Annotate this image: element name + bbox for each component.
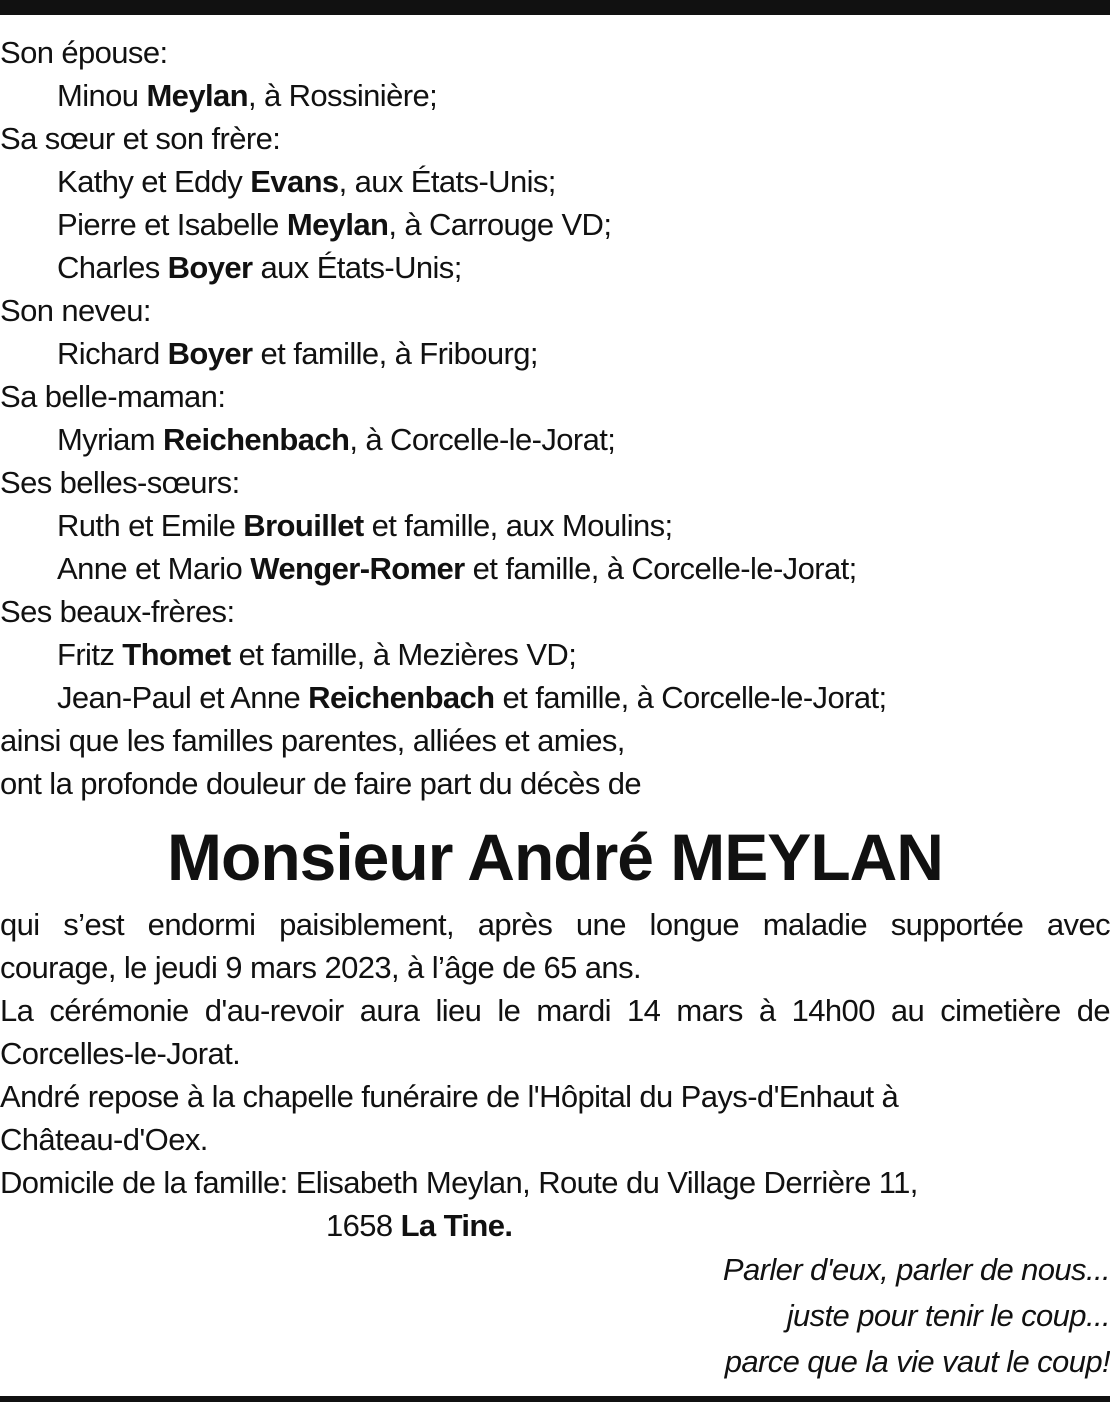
- top-rule: [0, 0, 1110, 15]
- relation-heading: Sa belle-maman:: [0, 379, 226, 414]
- poem-line: parce que la vie vaut le coup!: [724, 1344, 1110, 1379]
- obituary-notice: [0, 31, 1110, 1385]
- closing-line: ainsi que les familles parentes, alliées et amies,: [0, 723, 625, 758]
- member-given-names: Richard: [57, 336, 168, 371]
- member-surname: Evans: [250, 164, 339, 199]
- family-member: [0, 418, 1110, 461]
- relation-heading: Sa sœur et son frère:: [0, 121, 281, 156]
- relation-heading: Ses belles-sœurs:: [0, 465, 240, 500]
- family-member: [0, 74, 1110, 117]
- member-location: et famille, à Mezières VD;: [230, 637, 577, 672]
- deceased-name: Monsieur André MEYLAN: [167, 820, 943, 894]
- member-given-names: Pierre et Isabelle: [57, 207, 287, 242]
- member-surname: Boyer: [167, 336, 253, 371]
- member-location: , à Rossinière;: [247, 78, 438, 113]
- member-given-names: Minou: [57, 78, 147, 113]
- member-location: , à Carrouge VD;: [388, 207, 612, 242]
- details-line: qui s’est endormi paisiblement, après une longue maladie supportée avec: [0, 907, 1110, 942]
- family-member: [0, 633, 1110, 676]
- member-surname: Brouillet: [243, 508, 364, 543]
- member-location: , aux États-Unis;: [338, 164, 556, 199]
- bottom-rule: [0, 1396, 1110, 1402]
- closing-poem: [0, 1247, 1110, 1385]
- address-line-town: [0, 1204, 1110, 1247]
- family-member: [0, 547, 1110, 590]
- repose-line: André repose à la chapelle funéraire de l'Hôpital du Pays-d'Enhaut à: [0, 1079, 899, 1114]
- member-surname: Reichenbach: [308, 680, 495, 715]
- ceremony-line: La cérémonie d'au-revoir aura lieu le mardi 14 mars à 14h00 au cimetière de: [0, 993, 1110, 1028]
- member-location: aux États-Unis;: [252, 250, 462, 285]
- member-surname: Meylan: [146, 78, 248, 113]
- family-member: [0, 332, 1110, 375]
- member-given-names: Myriam: [57, 422, 164, 457]
- member-surname: Thomet: [122, 637, 231, 672]
- poem-line: Parler d'eux, parler de nous...: [722, 1252, 1110, 1287]
- details-line: courage, le jeudi 9 mars 2023, à l’âge de 65 ans.: [0, 950, 641, 985]
- member-location: et famille, aux Moulins;: [363, 508, 673, 543]
- address-line: Domicile de la famille: Elisabeth Meylan, Route du Village Derrière 11,: [0, 1165, 918, 1200]
- family-member: [0, 160, 1110, 203]
- member-surname: Wenger-Romer: [250, 551, 465, 586]
- member-given-names: Jean-Paul et Anne: [57, 680, 309, 715]
- member-surname: Reichenbach: [163, 422, 350, 457]
- member-given-names: Anne et Mario: [57, 551, 251, 586]
- member-location: et famille, à Fribourg;: [252, 336, 538, 371]
- relation-heading: Ses beaux-frères:: [0, 594, 235, 629]
- family-member: [0, 504, 1110, 547]
- family-member: [0, 246, 1110, 289]
- member-surname: Boyer: [167, 250, 253, 285]
- family-member: [0, 203, 1110, 246]
- member-location: et famille, à Corcelle-le-Jorat;: [464, 551, 857, 586]
- family-member: [0, 676, 1110, 719]
- details-block: [0, 903, 1110, 1247]
- poem-line: juste pour tenir le coup...: [786, 1298, 1110, 1333]
- member-location: , à Corcelle-le-Jorat;: [349, 422, 616, 457]
- relation-heading: Son neveu:: [0, 293, 151, 328]
- member-given-names: Ruth et Emile: [57, 508, 244, 543]
- member-location: et famille, à Corcelle-le-Jorat;: [494, 680, 887, 715]
- family-list: [0, 31, 1110, 719]
- address-zip: 1658: [326, 1208, 401, 1243]
- member-given-names: Charles: [57, 250, 168, 285]
- member-given-names: Fritz: [57, 637, 123, 672]
- ceremony-line: Corcelles-le-Jorat.: [0, 1036, 241, 1071]
- repose-line: Château-d'Oex.: [0, 1122, 208, 1157]
- member-given-names: Kathy et Eddy: [57, 164, 251, 199]
- address-town: La Tine.: [400, 1208, 513, 1243]
- relation-heading: Son épouse:: [0, 35, 168, 70]
- closing-line: ont la profonde douleur de faire part du décès de: [0, 766, 642, 801]
- member-surname: Meylan: [286, 207, 389, 242]
